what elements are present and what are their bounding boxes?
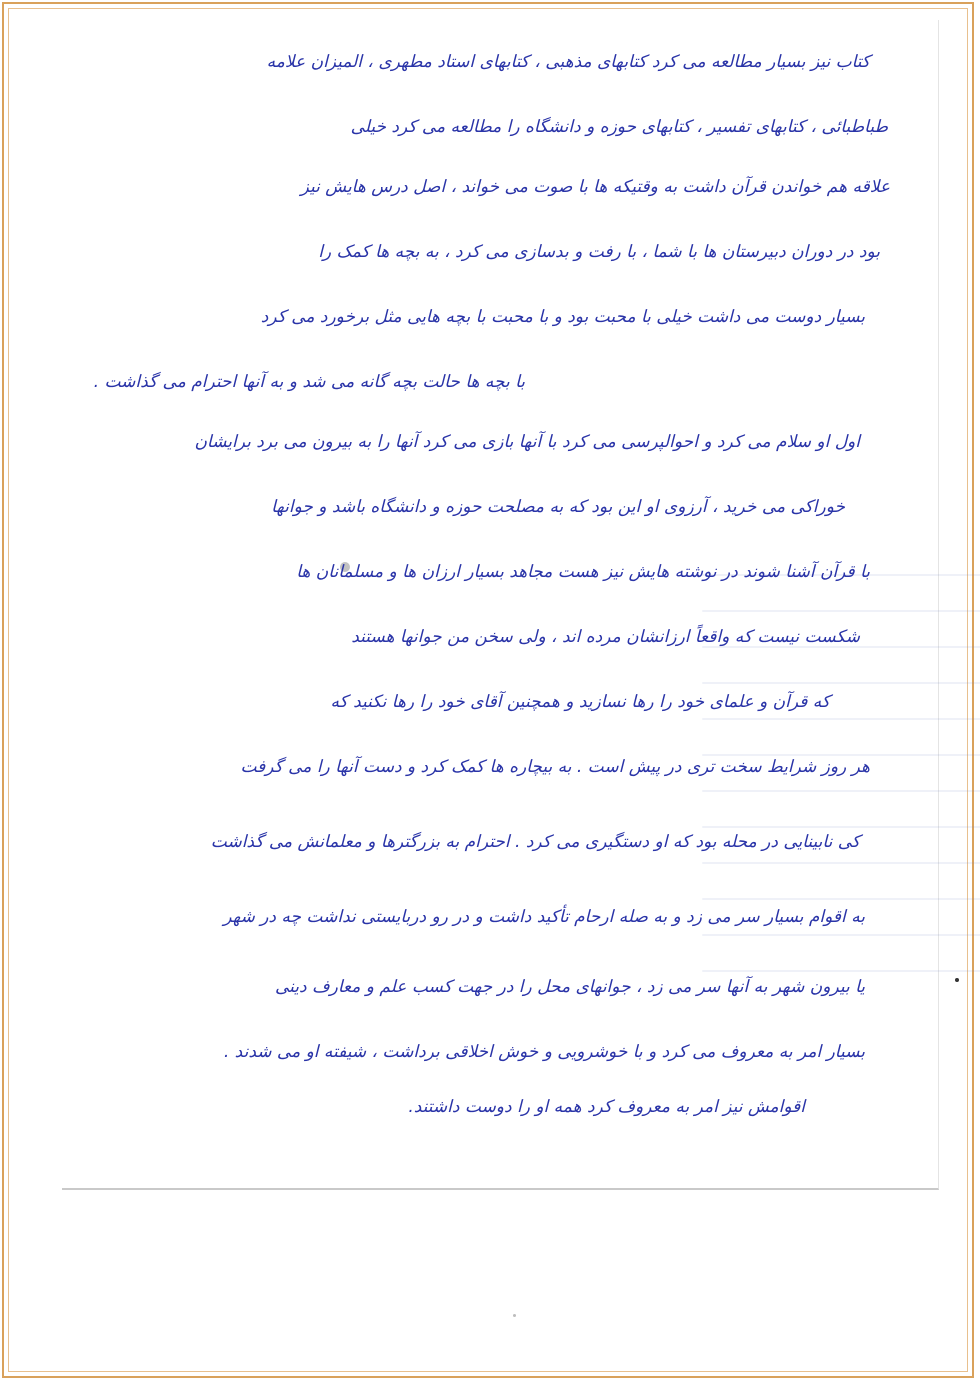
text-line: با قرآن آشنا شوند در نوشته هایش نیز هست مجاهد بسیار ارزان ها و مسلمانان ها (296, 562, 870, 582)
text-line: بسیار امر به معروف می کرد و با خوشرویی و خوش اخلاقی برداشت ، شیفته او می شدند . (223, 1042, 865, 1062)
scan-speck (513, 1314, 516, 1317)
text-line: اول او سلام می کرد و احوالپرسی می کرد با آنها بازی می کرد آنها را به بیرون می برد برایشان (194, 432, 860, 452)
text-line: با بچه ها حالت بچه گانه می شد و به آنها احترام می گذاشت . (93, 372, 525, 392)
text-line: علاقه هم خواندن قرآن داشت به وقتیکه ها با صوت می خواند ، اصل درس هایش نیز (300, 177, 890, 197)
text-line: شکست نیست که واقعاً ارزانشان مرده اند ، ولی سخن من جوانها هستند (351, 627, 860, 647)
text-line: هر روز شرایط سخت تری در پیش است . به بیچاره ها کمک کرد و دست آنها را می گرفت (240, 757, 870, 777)
text-line: خوراکی می خرید ، آرزوی او این بود که به مصلحت حوزه و دانشگاه باشد و جوانها (271, 497, 845, 517)
text-line: به اقوام بسیار سر می زد و به صله ارحام تأکید داشت و در رو دربایستی نداشت چه در شهر (223, 907, 865, 927)
text-line: بسیار دوست می داشت خیلی با محبت بود و با محبت با بچه هایی مثل برخورد می کرد (260, 307, 865, 327)
text-line: طباطبائی ، کتابهای تفسیر ، کتابهای حوزه و دانشگاه را مطالعه می کرد خیلی (350, 117, 888, 137)
text-line: که قرآن و علمای خود را رها نسازید و همچنین آقای خود را رها نکنید که (330, 692, 830, 712)
text-line: بود در دوران دبیرستان ها با شما ، با رفت و بدسازی می کرد ، به بچه ها کمک را (318, 242, 880, 262)
text-line: کتاب نیز بسیار مطالعه می کرد کتابهای مذهبی ، کتابهای استاد مطهری ، المیزان علامه (266, 52, 870, 72)
text-line: کی نابینایی در محله بود که او دستگیری می کرد . احترام به بزرگترها و معلمانش می گذاشت (210, 832, 860, 852)
text-line: یا بیرون شهر به آنها سر می زد ، جوانهای محل را در جهت کسب علم و معارف دینی (275, 977, 865, 997)
text-line: اقوامش نیز امر به معروف کرد همه او را دوست داشتند. (408, 1097, 805, 1117)
margin-dot (955, 978, 959, 982)
